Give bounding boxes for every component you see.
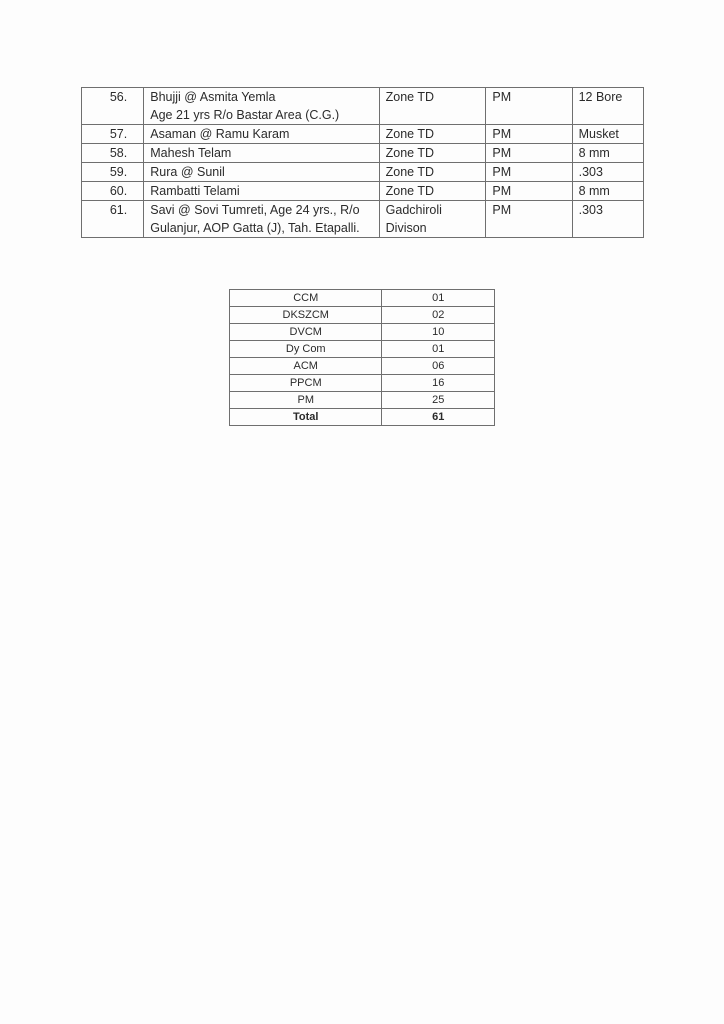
table-row [82, 201, 644, 238]
cadre-name-line: Rura @ Sunil [150, 165, 225, 179]
area [379, 88, 486, 125]
cadre-roster-table [81, 87, 644, 238]
summary-count: 02 [382, 307, 495, 324]
cadre-name [144, 201, 379, 238]
serial-number: 57. [82, 125, 144, 144]
table-row [82, 125, 644, 144]
area [379, 201, 486, 238]
serial-number: 59. [82, 163, 144, 182]
cadre-name [144, 125, 379, 144]
summary-row [230, 358, 495, 375]
weapon: 8 mm [572, 182, 643, 201]
weapon: .303 [572, 201, 643, 238]
cadre-name-line: Gulanjur, AOP Gatta (J), Tah. Etapalli. [150, 221, 360, 235]
summary-count: 06 [382, 358, 495, 375]
summary-category: ACM [230, 358, 382, 375]
rank: PM [486, 144, 572, 163]
table-row [82, 144, 644, 163]
summary-count: 10 [382, 324, 495, 341]
summary-category: CCM [230, 290, 382, 307]
area-line: Zone TD [385, 184, 435, 198]
summary-count: 01 [382, 290, 495, 307]
summary-category: PM [230, 392, 382, 409]
summary-category: PPCM [230, 375, 382, 392]
weapon: 8 mm [572, 144, 643, 163]
cadre-summary-table [229, 289, 495, 426]
cadre-name-line: Savi @ Sovi Tumreti, Age 24 yrs., R/o [150, 203, 360, 217]
serial-number: 58. [82, 144, 144, 163]
summary-count: 01 [382, 341, 495, 358]
cadre-name-line: Bhujji @ Asmita Yemla [150, 90, 276, 104]
area-line: Gadchiroli [385, 203, 442, 217]
table-row [82, 163, 644, 182]
area [379, 182, 486, 201]
area [379, 144, 486, 163]
cadre-name-line: Mahesh Telam [150, 146, 232, 160]
area-line: Divison [385, 221, 427, 235]
summary-row [230, 324, 495, 341]
area [379, 163, 486, 182]
summary-total-row [230, 409, 495, 426]
serial-number: 56. [82, 88, 144, 125]
rank: PM [486, 201, 572, 238]
summary-category: DKSZCM [230, 307, 382, 324]
cadre-name-line: Rambatti Telami [150, 184, 240, 198]
rank: PM [486, 163, 572, 182]
cadre-name-line: Age 21 yrs R/o Bastar Area (C.G.) [150, 108, 340, 122]
summary-row [230, 307, 495, 324]
area-line: Zone TD [385, 127, 435, 141]
area [379, 125, 486, 144]
summary-total-value: 61 [382, 409, 495, 426]
cadre-name-line: Asaman @ Ramu Karam [150, 127, 290, 141]
table-row [82, 88, 644, 125]
summary-row [230, 392, 495, 409]
area-line: Zone TD [385, 90, 435, 104]
weapon: Musket [572, 125, 643, 144]
summary-row [230, 341, 495, 358]
cadre-name [144, 88, 379, 125]
weapon: 12 Bore [572, 88, 643, 125]
summary-row [230, 375, 495, 392]
summary-total-label: Total [230, 409, 382, 426]
rank: PM [486, 125, 572, 144]
cadre-name [144, 163, 379, 182]
serial-number: 60. [82, 182, 144, 201]
rank: PM [486, 88, 572, 125]
serial-number: 61. [82, 201, 144, 238]
summary-count: 16 [382, 375, 495, 392]
cadre-name [144, 144, 379, 163]
rank: PM [486, 182, 572, 201]
summary-category: Dy Com [230, 341, 382, 358]
area-line: Zone TD [385, 146, 435, 160]
cadre-name [144, 182, 379, 201]
summary-count: 25 [382, 392, 495, 409]
summary-category: DVCM [230, 324, 382, 341]
table-row [82, 182, 644, 201]
area-line: Zone TD [385, 165, 435, 179]
summary-row [230, 290, 495, 307]
weapon: .303 [572, 163, 643, 182]
